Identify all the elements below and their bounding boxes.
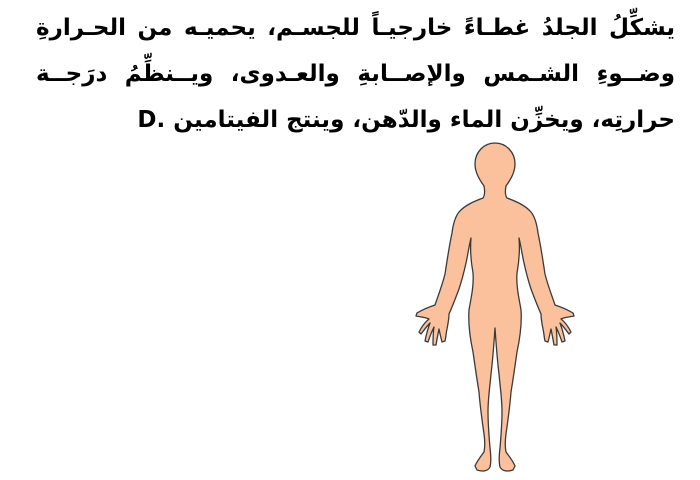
human-body-outline xyxy=(416,143,574,471)
paragraph-line-3: حرارتِه، ويخزِّن الماء والدّهن، وينتج الفيتامين D.‎ xyxy=(137,107,675,133)
paragraph-line-1: يشكِّلُ الجلدُ غطـاءً خارجيـاً للجسـم، يحميـه من الحـرارةِ xyxy=(36,15,675,41)
human-body-figure-icon xyxy=(405,141,585,476)
paragraph xyxy=(36,5,675,143)
paragraph-line-2: وضــوءِ الشـمس والإصــابةِ والعـدوى، ويــنظِّمُ درَجــة xyxy=(36,61,675,87)
